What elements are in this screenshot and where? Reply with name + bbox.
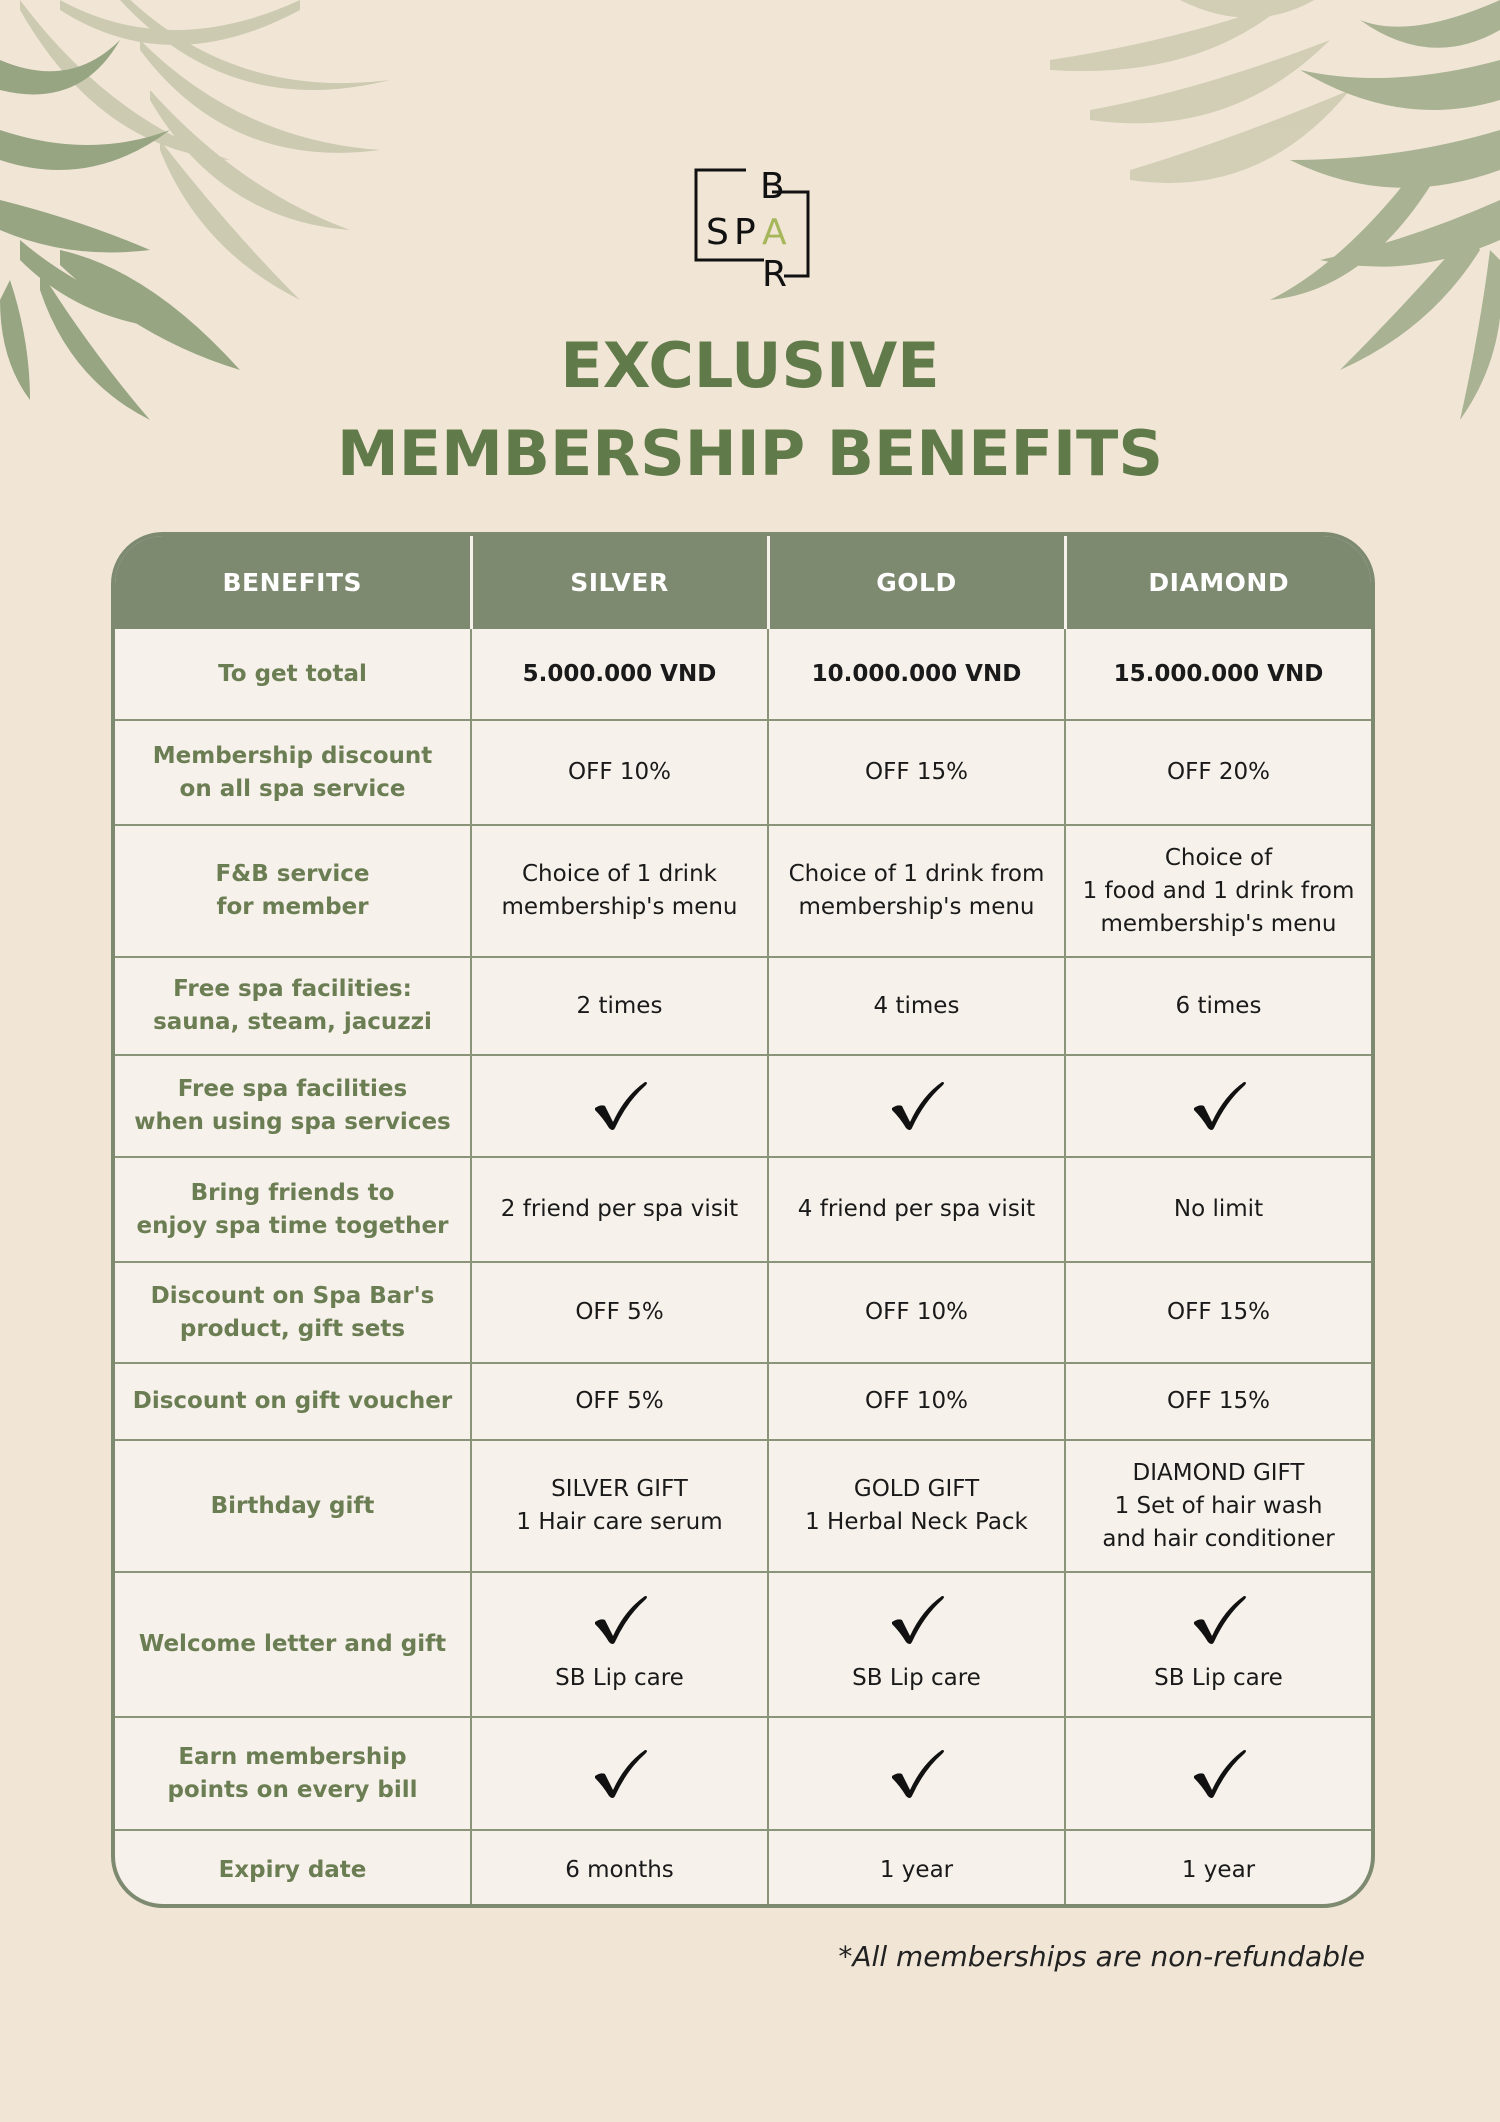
- table-row: [115, 629, 1371, 720]
- benefit-label: [115, 1157, 471, 1262]
- membership-benefits-table: [115, 536, 1371, 1908]
- silver-cell: [471, 1157, 768, 1262]
- cell-value: 4 times: [873, 992, 960, 1019]
- gold-cell: [768, 1830, 1065, 1908]
- logo-letter-p: P: [734, 212, 756, 253]
- silver-cell: [471, 825, 768, 957]
- diamond-cell: [1065, 629, 1371, 720]
- diamond-cell: [1065, 1055, 1371, 1157]
- cell-value: DIAMOND GIFT 1 Set of hair wash and hair conditioner: [1102, 1459, 1335, 1552]
- silver-cell: [471, 1262, 768, 1363]
- checkmark-icon: [888, 1080, 946, 1132]
- gold-cell: [768, 1055, 1065, 1157]
- checkmark-icon: [888, 1594, 946, 1646]
- logo-letter-s: S: [706, 212, 729, 253]
- logo-letter-b: B: [760, 166, 785, 207]
- checkmark-icon: [888, 1748, 946, 1800]
- benefit-label-text: Discount on Spa Bar's product, gift sets: [150, 1282, 435, 1342]
- cell-value: SB Lip care: [555, 1665, 684, 1691]
- gold-cell: [768, 957, 1065, 1055]
- table-row: [115, 1363, 1371, 1440]
- benefit-label: [115, 825, 471, 957]
- benefit-label-text: Expiry date: [218, 1857, 367, 1883]
- cell-value: OFF 15%: [1167, 1299, 1270, 1325]
- table-row: [115, 1055, 1371, 1157]
- benefit-label: [115, 1830, 471, 1908]
- cell-value: 15.000.000 VND: [1113, 660, 1324, 687]
- cell-value: OFF 10%: [568, 759, 671, 785]
- header-diamond: DIAMOND: [1065, 536, 1371, 629]
- header-silver: SILVER: [471, 536, 768, 629]
- gold-cell: [768, 1440, 1065, 1572]
- checkmark-icon: [591, 1748, 649, 1800]
- logo-letter-r: R: [762, 254, 788, 288]
- checkmark-icon: [1190, 1594, 1248, 1646]
- table-header-row: [115, 536, 1371, 629]
- benefit-label: [115, 957, 471, 1055]
- benefit-label: [115, 720, 471, 825]
- checkmark-icon: [591, 1594, 649, 1646]
- silver-cell: [471, 1055, 768, 1157]
- cell-value: SB Lip care: [852, 1665, 981, 1691]
- gold-cell: [768, 629, 1065, 720]
- cell-value: 2 friend per spa visit: [500, 1196, 739, 1222]
- cell-value: 5.000.000 VND: [522, 660, 717, 687]
- benefit-label-text: Earn membership points on every bill: [167, 1743, 418, 1803]
- cell-value: Choice of 1 drink from membership's menu: [788, 861, 1045, 920]
- logo-letter-a: A: [762, 212, 787, 253]
- gold-cell: [768, 1363, 1065, 1440]
- benefit-label-text: Membership discount on all spa service: [152, 742, 433, 802]
- diamond-cell: [1065, 720, 1371, 825]
- diamond-cell: [1065, 1830, 1371, 1908]
- benefit-label-text: Free spa facilities: sauna, steam, jacuzzi: [153, 976, 432, 1035]
- footnote: *All memberships are non-refundable: [838, 1940, 1365, 1973]
- benefit-label: [115, 1440, 471, 1572]
- silver-cell: [471, 1363, 768, 1440]
- checkmark-icon: [591, 1080, 649, 1132]
- header-benefits: BENEFITS: [115, 536, 471, 629]
- cell-value: OFF 10%: [865, 1388, 968, 1414]
- diamond-cell: [1065, 1717, 1371, 1830]
- gold-cell: [768, 825, 1065, 957]
- silver-cell: [471, 957, 768, 1055]
- cell-value: OFF 10%: [865, 1299, 968, 1325]
- silver-cell: [471, 720, 768, 825]
- gold-cell: [768, 1157, 1065, 1262]
- table-row: [115, 1157, 1371, 1262]
- benefit-label: [115, 1717, 471, 1830]
- diamond-cell: [1065, 1572, 1371, 1717]
- cell-value: No limit: [1173, 1196, 1264, 1222]
- cell-value: 6 months: [565, 1857, 674, 1883]
- silver-cell: [471, 1572, 768, 1717]
- benefit-label-text: Birthday gift: [210, 1492, 375, 1519]
- header-gold: GOLD: [768, 536, 1065, 629]
- benefit-label-text: Free spa facilities when using spa services: [134, 1076, 451, 1135]
- benefit-label-text: Discount on gift voucher: [132, 1388, 453, 1414]
- benefit-label-text: To get total: [218, 660, 367, 687]
- silver-cell: [471, 1440, 768, 1572]
- cell-value: SB Lip care: [1154, 1665, 1283, 1691]
- spa-bar-logo: [690, 164, 814, 288]
- cell-value: 1 year: [1181, 1857, 1256, 1883]
- page-title: [0, 322, 1500, 498]
- cell-value: Choice of 1 food and 1 drink from membership's menu: [1082, 844, 1355, 937]
- gold-cell: [768, 1717, 1065, 1830]
- silver-cell: [471, 629, 768, 720]
- cell-value: OFF 5%: [575, 1299, 664, 1325]
- benefit-label-text: Welcome letter and gift: [138, 1631, 447, 1657]
- cell-value: GOLD GIFT 1 Herbal Neck Pack: [805, 1476, 1028, 1535]
- cell-value: 4 friend per spa visit: [797, 1196, 1036, 1222]
- benefit-label: [115, 629, 471, 720]
- silver-cell: [471, 1830, 768, 1908]
- table-row: [115, 1717, 1371, 1830]
- diamond-cell: [1065, 1440, 1371, 1572]
- benefit-label: [115, 1262, 471, 1363]
- diamond-cell: [1065, 957, 1371, 1055]
- cell-value: 1 year: [879, 1857, 954, 1883]
- gold-cell: [768, 1572, 1065, 1717]
- benefit-label-text: F&B service for member: [215, 861, 370, 920]
- table-row: [115, 720, 1371, 825]
- diamond-cell: [1065, 1157, 1371, 1262]
- table-row: [115, 825, 1371, 957]
- table-row: [115, 1572, 1371, 1717]
- benefit-label: [115, 1363, 471, 1440]
- table-row: [115, 1262, 1371, 1363]
- cell-value: Choice of 1 drink membership's menu: [501, 861, 738, 920]
- cell-value: OFF 20%: [1167, 759, 1270, 785]
- cell-value: 2 times: [576, 992, 663, 1019]
- cell-value: OFF 15%: [1167, 1388, 1270, 1414]
- benefit-label: [115, 1572, 471, 1717]
- table-body: [115, 629, 1371, 1908]
- checkmark-icon: [1190, 1748, 1248, 1800]
- benefit-label-text: Bring friends to enjoy spa time together: [136, 1179, 449, 1239]
- membership-table-container: [111, 532, 1375, 1908]
- silver-cell: [471, 1717, 768, 1830]
- cell-value: SILVER GIFT 1 Hair care serum: [516, 1476, 723, 1535]
- title-line-1: EXCLUSIVE: [560, 329, 940, 402]
- benefit-label: [115, 1055, 471, 1157]
- diamond-cell: [1065, 825, 1371, 957]
- checkmark-icon: [1190, 1080, 1248, 1132]
- diamond-cell: [1065, 1262, 1371, 1363]
- title-line-2: MEMBERSHIP BENEFITS: [337, 417, 1163, 490]
- table-row: [115, 1830, 1371, 1908]
- cell-value: OFF 5%: [575, 1388, 664, 1414]
- cell-value: 6 times: [1175, 992, 1262, 1019]
- cell-value: 10.000.000 VND: [811, 660, 1022, 687]
- gold-cell: [768, 720, 1065, 825]
- cell-value: OFF 15%: [865, 759, 968, 785]
- diamond-cell: [1065, 1363, 1371, 1440]
- table-row: [115, 957, 1371, 1055]
- gold-cell: [768, 1262, 1065, 1363]
- table-row: [115, 1440, 1371, 1572]
